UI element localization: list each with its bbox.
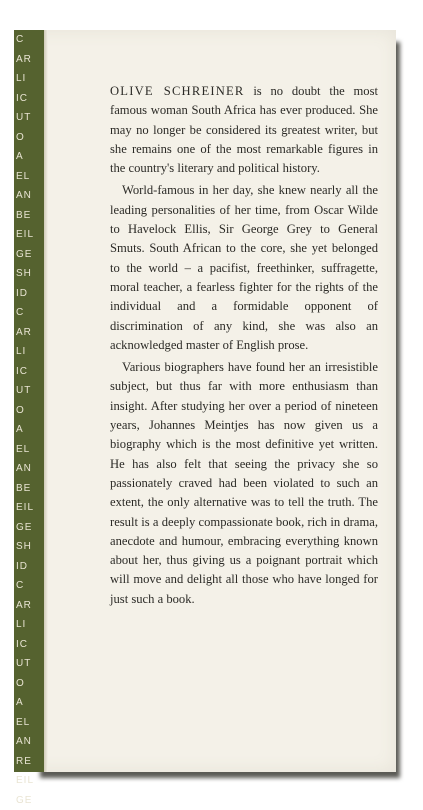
cover-edge-letters: ID [14,557,44,577]
cover-edge-letters: LI [14,69,44,89]
cover-edge-letters: EL [14,713,44,733]
blurb-paragraph-2: World-famous in her day, she knew nearly all the leading personalities of her time, from Oscar Wilde to Havelock Ellis, Sir George Grey to General Smuts. South African to the core, she yet belonged to the world – a pacifist, freethinker, suffragette, moral teacher, a fearless fighter for the rights of the individual and a formidable opponent of discrimination of any kind, she was also an acknowledged master of English prose. [110,181,378,355]
cover-edge-letters: LI [14,615,44,635]
cover-edge-letters: UT [14,381,44,401]
cover-edge-letters: UT [14,654,44,674]
cover-edge-letters: A [14,147,44,167]
cover-edge-letters: EIL [14,498,44,518]
cover-edge-letters: BE [14,479,44,499]
cover-edge-letters: EL [14,440,44,460]
cover-edge-letters: IC [14,635,44,655]
author-name-lead: OLIVE SCHREINER [110,84,245,98]
cover-edge-letters: SH [14,264,44,284]
cover-edge-letters: BE [14,206,44,226]
cover-edge-letters: EL [14,167,44,187]
cover-edge-letters: LI [14,342,44,362]
cover-edge-letters: AN [14,459,44,479]
cover-edge-letters: C [14,576,44,596]
cover-edge-letters: GE [14,245,44,265]
cover-edge-letters: O [14,401,44,421]
dust-jacket-flap [14,30,396,772]
front-cover-edge-strip [14,30,44,772]
cover-edge-letters: ID [14,284,44,304]
blurb-paragraph-1 [110,82,378,178]
cover-edge-letters: EIL [14,225,44,245]
cover-edge-letters: SH [14,537,44,557]
cover-edge-letters: AR [14,323,44,343]
cover-edge-letters: UT [14,108,44,128]
cover-edge-letters: A [14,420,44,440]
cover-edge-letters: RE [14,752,44,772]
cover-edge-letters: IC [14,89,44,109]
cover-edge-letters: AR [14,596,44,616]
cover-edge-letters: GE [14,791,44,810]
flap-fold-edge [44,30,48,772]
paragraph-1-text: is no doubt the most famous woman South Africa has ever produced. She may no longer be considered its greatest writer, but she remains one of the most remarkable figures in the country's literary and political history. [110,84,378,175]
cover-edge-letters: C [14,303,44,323]
cover-edge-letters: O [14,128,44,148]
cover-edge-letters: IC [14,362,44,382]
cover-edge-lettering [14,30,44,810]
cover-edge-letters: AR [14,50,44,70]
cover-edge-letters: O [14,674,44,694]
cover-edge-letters: AN [14,186,44,206]
blurb-paragraph-3: Various biographers have found her an irresistible subject, but thus far with more enthusiasm than insight. After studying her over a period of nineteen years, Johannes Meintjes has now given us a biography which is the most definitive yet written. He has also felt that seeing the privacy she so passionately craved had been violated to such an extent, the only alternative was to tell the truth. The result is a deeply compassionate book, rich in drama, anecdote and humour, embracing everything known about her, thus giving us a poignant portrait which will move and delight all those who have longed for just such a book. [110,358,378,609]
flap-blurb [110,82,378,612]
cover-edge-letters: GE [14,518,44,538]
cover-edge-letters: C [14,30,44,50]
cover-edge-letters: AN [14,732,44,752]
cover-edge-letters: EIL [14,771,44,791]
cover-edge-letters: A [14,693,44,713]
